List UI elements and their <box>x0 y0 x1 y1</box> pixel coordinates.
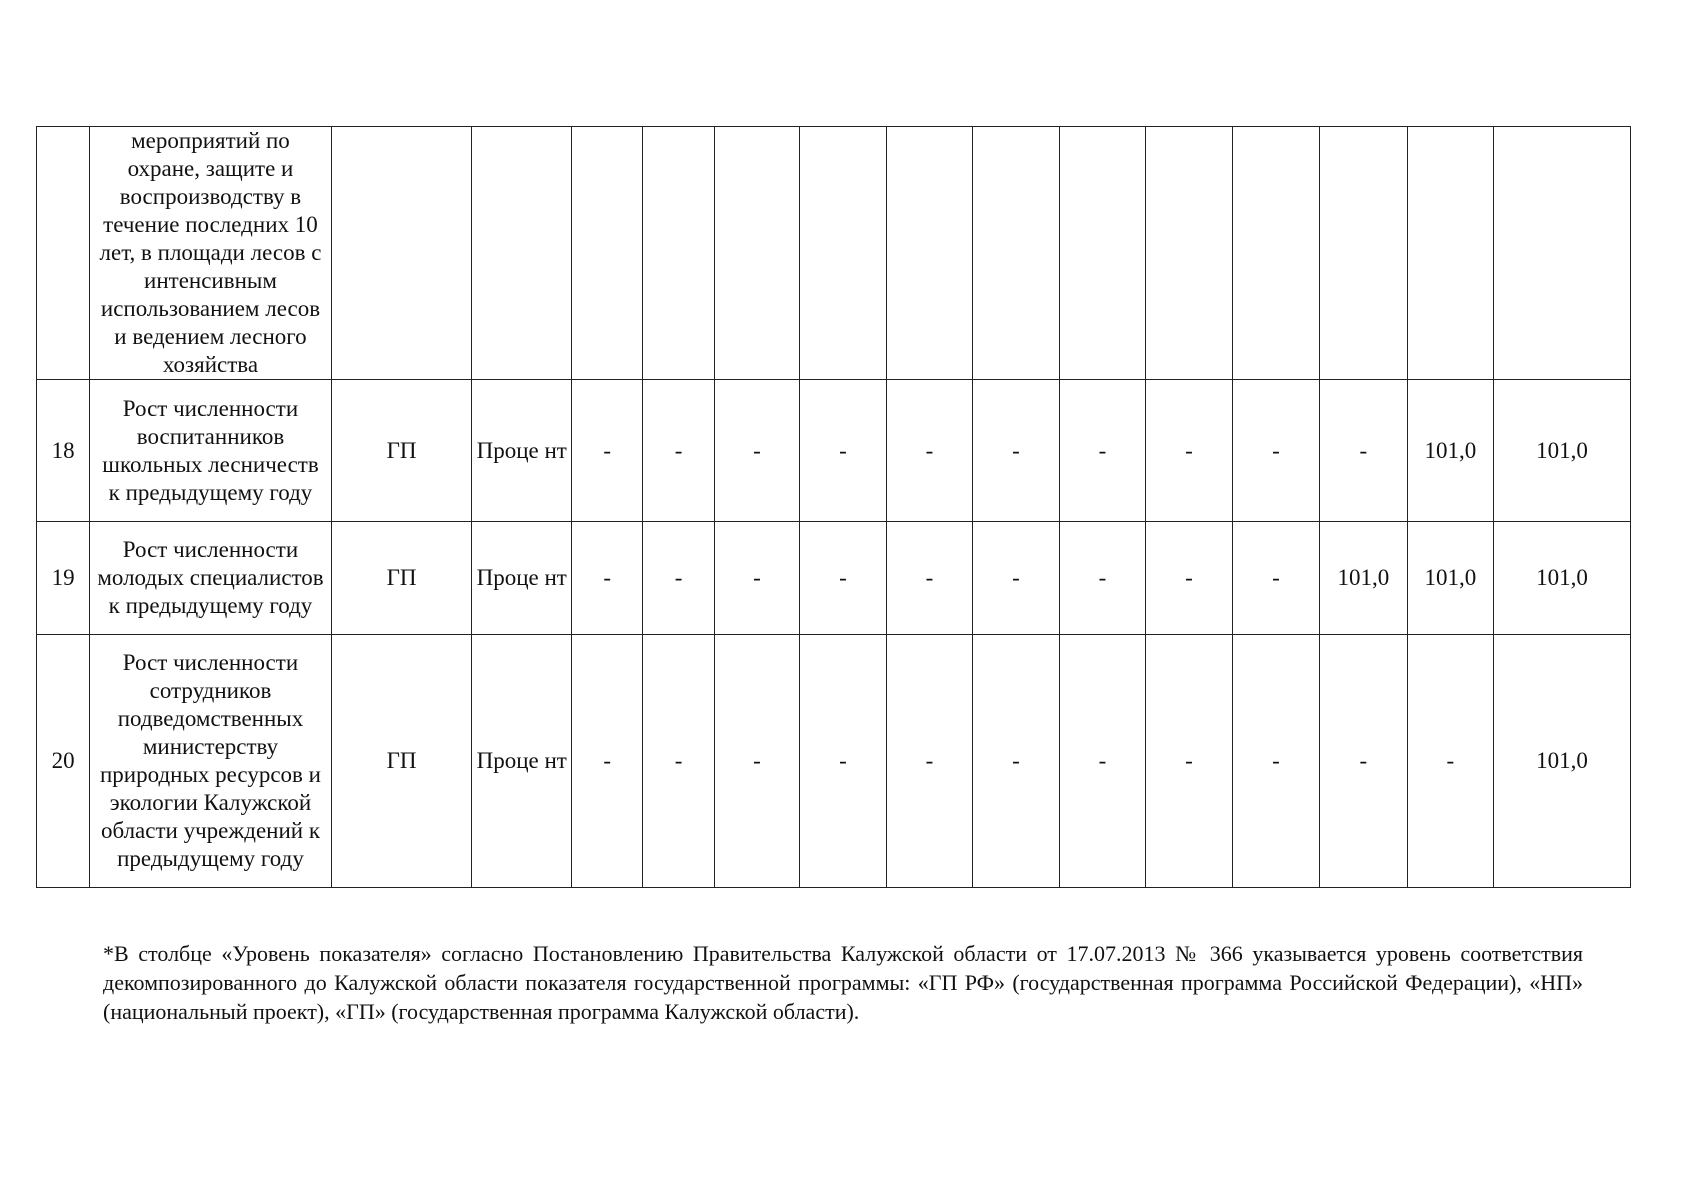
value-cell: - <box>973 522 1059 635</box>
value-cell: - <box>1146 380 1232 522</box>
value-cell <box>1320 127 1407 380</box>
value-cell: - <box>1059 380 1145 522</box>
value-cell: - <box>714 522 799 635</box>
row-number-cell <box>37 127 90 380</box>
value-cell: - <box>1146 522 1232 635</box>
row-number-cell: 20 <box>37 635 90 888</box>
table-row <box>37 522 1631 635</box>
value-cell: - <box>571 522 642 635</box>
value-cell: - <box>1232 380 1319 522</box>
value-cell: - <box>1146 635 1232 888</box>
value-cell <box>1232 127 1319 380</box>
indicator-level-cell: ГП <box>331 635 472 888</box>
value-cell <box>714 127 799 380</box>
value-cell: 101,0 <box>1320 522 1407 635</box>
value-cell <box>800 127 886 380</box>
unit-cell: Проце нт <box>472 380 572 522</box>
value-cell: - <box>1059 522 1145 635</box>
value-cell <box>973 127 1059 380</box>
unit-cell: Проце нт <box>472 522 572 635</box>
value-cell: - <box>1232 635 1319 888</box>
value-cell: - <box>886 635 972 888</box>
value-cell: 101,0 <box>1407 380 1493 522</box>
value-cell <box>886 127 972 380</box>
value-cell: - <box>571 380 642 522</box>
value-cell: - <box>886 380 972 522</box>
unit-cell <box>472 127 572 380</box>
value-cell: - <box>1320 635 1407 888</box>
value-cell: - <box>800 522 886 635</box>
indicator-name-cell: Рост численности воспитанников школьных лесничеств к предыдущему году <box>90 380 331 522</box>
value-cell: - <box>643 380 714 522</box>
table-row <box>37 635 1631 888</box>
value-cell: - <box>800 635 886 888</box>
value-cell <box>1407 127 1493 380</box>
value-cell: 101,0 <box>1494 522 1631 635</box>
indicator-level-cell: ГП <box>331 380 472 522</box>
value-cell: 101,0 <box>1494 380 1631 522</box>
value-cell: 101,0 <box>1407 522 1493 635</box>
indicator-level-cell: ГП <box>331 522 472 635</box>
value-cell: - <box>1320 380 1407 522</box>
indicators-table <box>36 126 1631 888</box>
footnote: *В столбце «Уровень показателя» согласно Постановлению Правительства Калужской области от 17.07.2013 № 366 указывается уровень соответствия декомпозированного до Калужской области показателя государственной программы: «ГП РФ» (государственная программа Российской Федерации), «НП» (национальный проект), «ГП» (государственная программа Калужской области). <box>103 941 1583 1024</box>
table-row <box>37 127 1631 380</box>
value-cell: - <box>800 380 886 522</box>
value-cell: - <box>643 635 714 888</box>
indicator-name-cell: Рост численности молодых специалистов к предыдущему году <box>90 522 331 635</box>
table-row <box>37 380 1631 522</box>
value-cell: - <box>643 522 714 635</box>
value-cell: - <box>973 380 1059 522</box>
indicator-name-cell: Рост численности сотрудников подведомственных министерству природных ресурсов и экологии Калужской области учреждений к предыдущему году <box>90 635 331 888</box>
unit-cell: Проце нт <box>472 635 572 888</box>
value-cell: - <box>571 635 642 888</box>
indicator-level-cell <box>331 127 472 380</box>
value-cell: - <box>714 380 799 522</box>
value-cell: - <box>886 522 972 635</box>
value-cell <box>643 127 714 380</box>
value-cell: 101,0 <box>1494 635 1631 888</box>
value-cell <box>571 127 642 380</box>
value-cell: - <box>1059 635 1145 888</box>
value-cell: - <box>1407 635 1493 888</box>
value-cell: - <box>973 635 1059 888</box>
value-cell: - <box>1232 522 1319 635</box>
value-cell <box>1059 127 1145 380</box>
value-cell: - <box>714 635 799 888</box>
indicator-name-cell: мероприятий по охране, защите и воспроизводству в течение последних 10 лет, в площади лесов с интенсивным использованием лесов и ведением лесного хозяйства <box>90 127 331 380</box>
value-cell <box>1494 127 1631 380</box>
row-number-cell: 19 <box>37 522 90 635</box>
row-number-cell: 18 <box>37 380 90 522</box>
value-cell <box>1146 127 1232 380</box>
